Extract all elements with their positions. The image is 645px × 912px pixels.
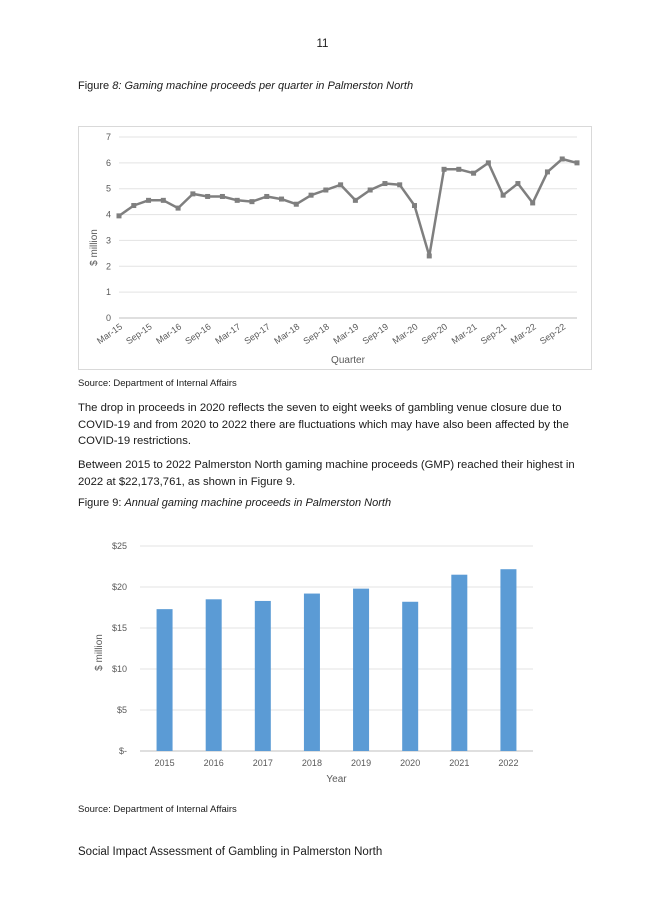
x-tick-label: 2020 (400, 758, 421, 768)
x-axis-title: Quarter (331, 355, 365, 366)
figure-9-source: Source: Department of Internal Affairs (78, 804, 237, 815)
figure-8-caption (78, 80, 413, 92)
gmp-data-point (249, 199, 254, 204)
x-tick-label: Sep-19 (360, 321, 391, 347)
x-tick-label: 2015 (154, 758, 175, 768)
y-tick-label: $25 (111, 541, 127, 551)
gmp-data-point (456, 167, 461, 172)
gmp-data-point (575, 160, 580, 165)
x-tick-label: Sep-15 (124, 321, 154, 347)
y-tick-label: $10 (111, 664, 127, 674)
figure-8-caption-prefix: Figure (78, 80, 113, 92)
gmp-data-point (146, 198, 151, 203)
paragraph-covid-drop: The drop in proceeds in 2020 reflects the seven to eight weeks of gambling venue closure due to COVID-19 and from 2020 to 2022 there are fluctuations which may have also been affected by the COVID-19 restrictions. (78, 402, 569, 447)
gmp-data-point (545, 169, 550, 174)
y-tick-label: $20 (111, 582, 127, 592)
y-axis-title: $ million (94, 634, 105, 671)
gmp-data-point (264, 194, 269, 199)
y-tick-label: $5 (116, 705, 127, 715)
gmp-data-point (530, 200, 535, 205)
x-tick-label: 2018 (301, 758, 322, 768)
gmp-year-bar (304, 594, 320, 751)
figure-8-caption-text: 8: Gaming machine proceeds per quarter in Palmerston North (112, 80, 414, 92)
gmp-year-bar (206, 599, 222, 751)
x-tick-label: Sep-20 (419, 321, 450, 347)
page-footer: Social Impact Assessment of Gambling in Palmerston North (78, 846, 383, 858)
gmp-data-point (471, 171, 476, 176)
x-tick-label: Sep-18 (301, 321, 331, 347)
gmp-year-bar (451, 575, 467, 751)
x-tick-label: Mar-18 (272, 321, 302, 346)
gmp-data-point (279, 197, 284, 202)
x-tick-label: Mar-16 (154, 321, 184, 346)
x-tick-label: Sep-21 (478, 321, 509, 347)
quarterly-chart-frame (78, 126, 592, 370)
x-tick-label: Mar-21 (449, 321, 479, 346)
gmp-data-point (442, 167, 447, 172)
y-tick-label: 3 (105, 235, 111, 246)
gmp-data-point (501, 193, 506, 198)
gmp-data-point (368, 188, 373, 193)
y-tick-label: 5 (105, 183, 111, 194)
annual-bar-chart (78, 532, 558, 794)
gmp-data-point (412, 203, 417, 208)
y-tick-label: 2 (105, 261, 111, 272)
gmp-year-bar (353, 589, 369, 751)
gmp-data-point (323, 188, 328, 193)
y-tick-label: 0 (105, 313, 111, 323)
y-tick-label: 7 (105, 132, 111, 142)
gmp-data-point (161, 198, 166, 203)
figure-8-source: Source: Department of Internal Affairs (78, 378, 237, 389)
x-tick-label: Mar-17 (213, 321, 243, 346)
gmp-data-point (176, 206, 181, 211)
x-tick-label: 2021 (449, 758, 470, 768)
gmp-data-point (353, 198, 358, 203)
gmp-data-point (486, 160, 491, 165)
y-axis-title: $ million (89, 229, 100, 266)
gmp-data-point (382, 181, 387, 186)
figure-9-caption-prefix: Figure 9: (78, 497, 125, 509)
gmp-data-point (515, 181, 520, 186)
x-tick-label: Sep-22 (537, 321, 568, 347)
x-tick-label: 2017 (252, 758, 273, 768)
gmp-data-point (235, 198, 240, 203)
gmp-data-point (131, 203, 136, 208)
y-tick-label: 6 (105, 157, 111, 168)
gmp-data-point (190, 191, 195, 196)
gmp-year-bar (402, 602, 418, 751)
x-tick-label: Mar-15 (95, 321, 125, 346)
paragraph-highest-gmp: Between 2015 to 2022 Palmerston North gaming machine proceeds (GMP) reached their highest in 2022 at $22,173,761, as shown in Figure 9. (78, 459, 575, 488)
gmp-data-point (397, 182, 402, 187)
y-tick-label: 1 (105, 287, 111, 298)
x-axis-title: Year (326, 774, 347, 785)
gmp-year-bar (157, 609, 173, 751)
gmp-data-point (220, 194, 225, 199)
gmp-data-point (309, 193, 314, 198)
y-tick-label: $15 (111, 623, 127, 633)
gmp-data-point (560, 156, 565, 161)
x-tick-label: Sep-17 (242, 321, 272, 347)
gmp-data-point (427, 253, 432, 258)
gmp-data-point (205, 194, 210, 199)
figure-9-caption (78, 497, 391, 509)
x-tick-label: Mar-22 (508, 321, 538, 346)
x-tick-label: 2022 (498, 758, 519, 768)
gmp-year-bar (500, 569, 516, 751)
gmp-data-point (338, 182, 343, 187)
x-tick-label: 2019 (351, 758, 372, 768)
x-tick-label: Mar-19 (331, 321, 361, 346)
gmp-series-line (119, 159, 577, 256)
gmp-data-point (117, 213, 122, 218)
page-number: 11 (316, 38, 329, 50)
quarterly-line-chart (79, 127, 591, 369)
y-tick-label: 4 (105, 209, 111, 220)
y-tick-label: $- (118, 746, 127, 756)
x-tick-label: Mar-20 (390, 321, 420, 346)
x-tick-label: Sep-16 (183, 321, 213, 347)
gmp-year-bar (255, 601, 271, 751)
x-tick-label: 2016 (203, 758, 224, 768)
gmp-data-point (294, 202, 299, 207)
figure-9-caption-text: Annual gaming machine proceeds in Palmerston North (124, 497, 392, 509)
